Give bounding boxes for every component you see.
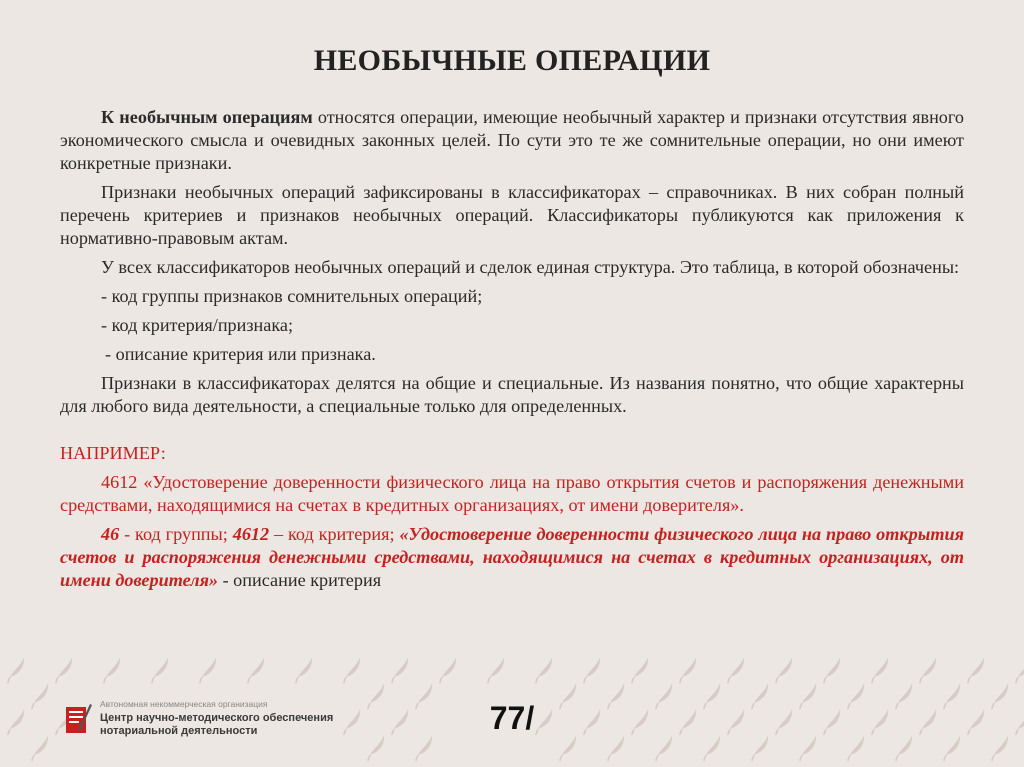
- description-label: - описание критерия: [218, 570, 382, 590]
- quill-icon: [1, 657, 31, 683]
- quill-icon: [889, 735, 919, 761]
- quill-icon: [937, 735, 967, 761]
- definition-text: относятся операции, имеющие необычный характер и признаки отсутствия явного экономического смысла и очевидных законных целей. По сути это те же сомнительные операции, но они имеют конкретные признаки.: [60, 107, 964, 173]
- logo-name-line1: Центр научно-методического обеспечения: [100, 712, 334, 724]
- quill-icon: [49, 657, 79, 683]
- list-item-criterion-code: - код критерия/признака;: [101, 315, 294, 335]
- quill-icon: [1009, 657, 1024, 683]
- criterion-description: «Удостоверение доверенности физического лица на право открытия счетов и распоряжения денежными средствами, находящимися на счетах в кредитных организациях, от имени доверителя»: [60, 524, 964, 590]
- quill-icon: [649, 735, 679, 761]
- paragraph-general-special: Признаки в классификаторах делятся на общие и специальные. Из названия понятно, что общие характерны для любого вида деятельности, а специальные только для определенных.: [60, 373, 964, 416]
- slide-title: НЕОБЫЧНЫЕ ОПЕРАЦИИ: [313, 44, 711, 77]
- criterion-code: 4612: [232, 524, 270, 544]
- criterion-code-label: – код критерия;: [269, 524, 400, 544]
- group-code: 46: [101, 524, 120, 544]
- quill-icon: [913, 657, 943, 683]
- quill-icon: [145, 657, 175, 683]
- quill-icon: [529, 657, 559, 683]
- quill-icon: [841, 735, 871, 761]
- quill-icon: [433, 657, 463, 683]
- slide-body: [60, 106, 964, 592]
- example-text: 4612 «Удостоверение доверенности физического лица на право открытия счетов и распоряжения денежными средствами, находящимися на счетах в кредитных организациях, от имени доверителя».: [60, 472, 964, 515]
- quill-icon: [337, 657, 367, 683]
- page-number: 77/: [489, 700, 535, 736]
- quill-icon: [673, 657, 703, 683]
- quill-icon: [409, 735, 439, 761]
- term-bold: К необычным операциям: [101, 107, 313, 127]
- quill-icon: [385, 657, 415, 683]
- logo-org-type: Автономная некоммерческая организация: [100, 699, 268, 709]
- list-item-group-code: - код группы признаков сомнительных операций;: [101, 286, 483, 306]
- quill-icon: [745, 735, 775, 761]
- quill-icon: [553, 735, 583, 761]
- logo-name-line2: нотариальной деятельности: [100, 725, 258, 737]
- quill-icon: [25, 735, 55, 761]
- group-code-label: - код группы;: [119, 524, 233, 544]
- quill-icon: [865, 657, 895, 683]
- example-heading: НАПРИМЕР:: [60, 443, 166, 463]
- paragraph-classifiers: Признаки необычных операций зафиксированы в классификаторах – справочниках. В них собран полный перечень критериев и признаков необычных операций. Классификаторы публикуются как приложения к нормативно-правовым актам.: [60, 182, 964, 248]
- paragraph-structure: У всех классификаторов необычных операций и сделок единая структура. Это таблица, в которой обозначены:: [101, 257, 960, 277]
- quill-icon: [961, 657, 991, 683]
- quill-icon: [289, 657, 319, 683]
- quill-icon: [985, 735, 1015, 761]
- list-item-description: - описание критерия или признака.: [105, 344, 376, 364]
- quill-icon: [481, 657, 511, 683]
- quill-icon: [577, 657, 607, 683]
- quill-icon: [625, 657, 655, 683]
- quill-icon: [601, 735, 631, 761]
- quill-icon: [361, 735, 391, 761]
- quill-icon: [241, 657, 271, 683]
- quill-icon: [721, 657, 751, 683]
- quill-icon: [793, 735, 823, 761]
- quill-icon: [817, 657, 847, 683]
- quill-icon: [697, 735, 727, 761]
- example-breakdown: [60, 523, 964, 592]
- quill-icon: [193, 657, 223, 683]
- paragraph-definition: [60, 106, 964, 175]
- quill-icon: [97, 657, 127, 683]
- quill-icon: [769, 657, 799, 683]
